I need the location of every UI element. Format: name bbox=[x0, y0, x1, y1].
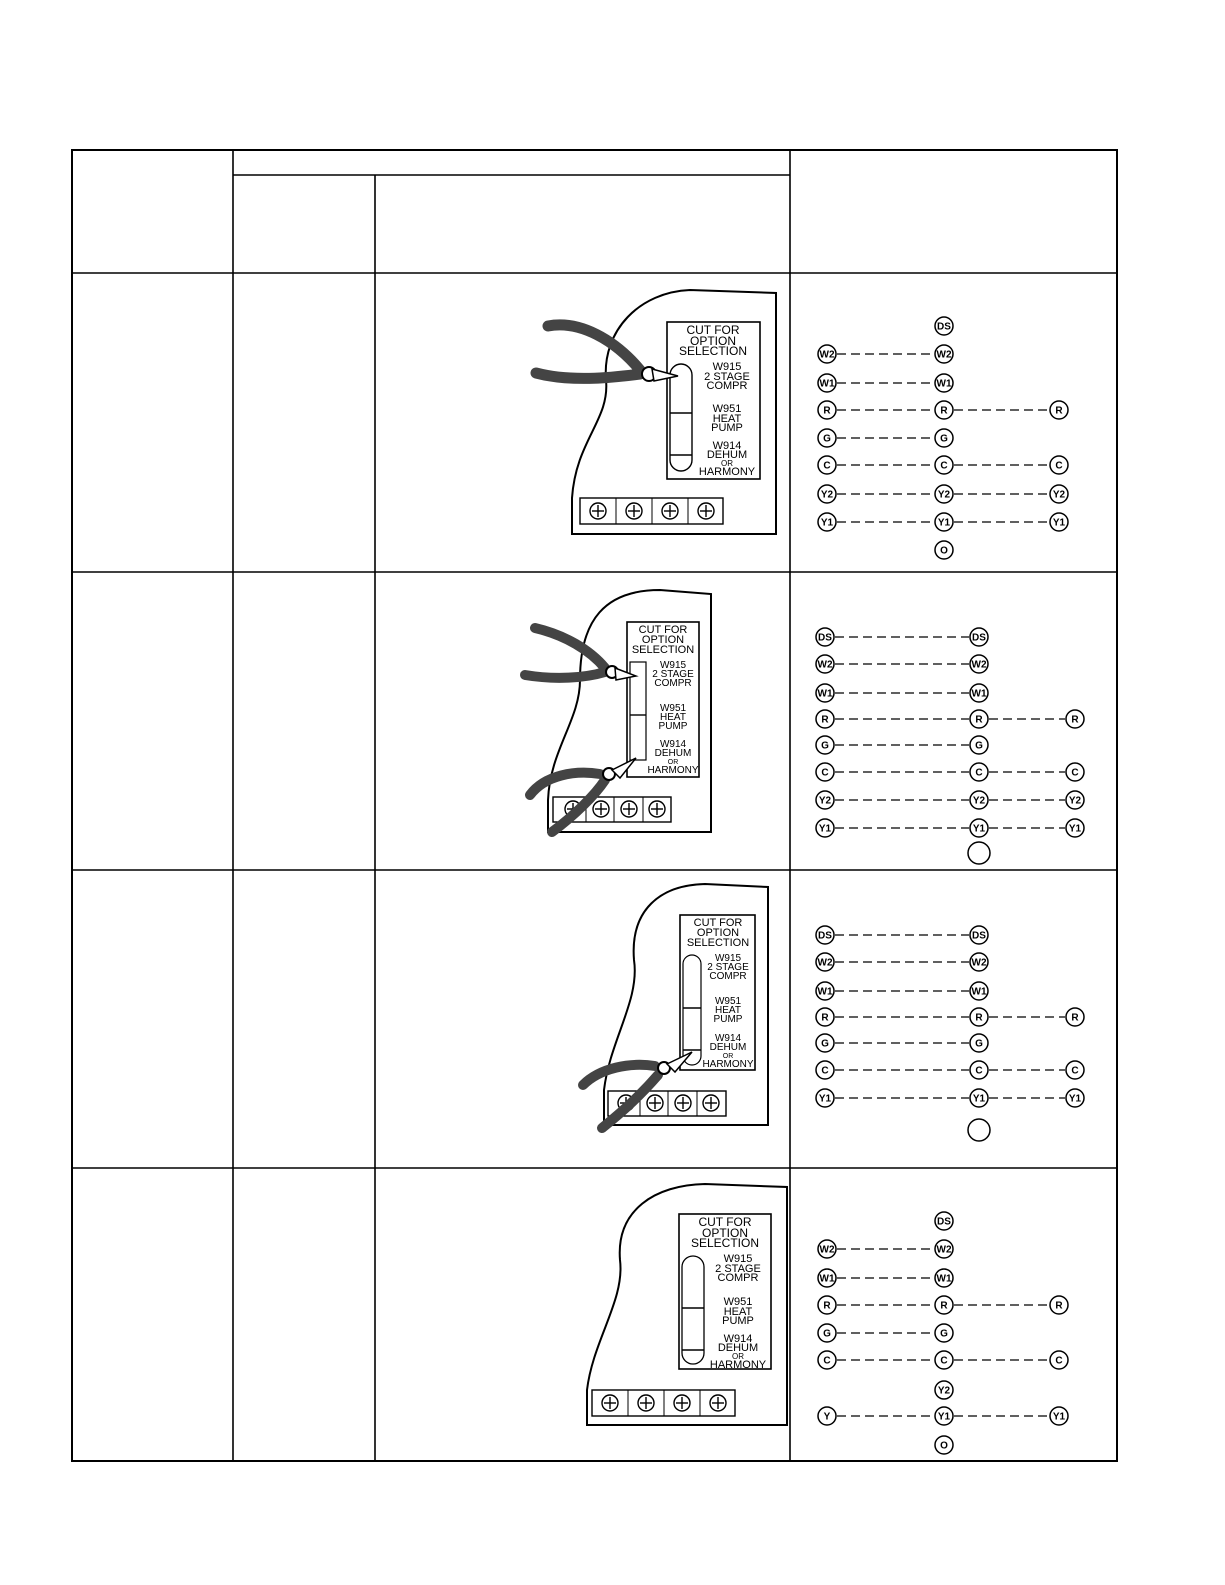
terminal-label: Y2 bbox=[937, 489, 951, 501]
board-1-title-2: OPTION bbox=[689, 334, 737, 348]
wiring-diagram-4 bbox=[818, 1212, 1068, 1454]
terminal-label: Y2 bbox=[972, 795, 986, 807]
board-4-title-1: CUT FOR bbox=[698, 1215, 752, 1229]
board-2-title-2: OPTION bbox=[641, 634, 685, 646]
board-3-j3-3: OR bbox=[722, 1053, 734, 1060]
terminal-label: C bbox=[823, 460, 831, 472]
board-3-j2-2: HEAT bbox=[715, 1005, 741, 1016]
terminal-label: Y2 bbox=[937, 1385, 951, 1397]
board-1-j1-1: W915 bbox=[712, 361, 742, 373]
terminal-label: W1 bbox=[817, 688, 833, 700]
terminal-label: G bbox=[940, 433, 948, 445]
terminal-label: R bbox=[975, 714, 983, 726]
terminal-label: W2 bbox=[971, 659, 987, 671]
board-2-j2-3: PUMP bbox=[658, 721, 688, 732]
board-3-j3-2: DEHUM bbox=[709, 1042, 747, 1053]
terminal-label: Y2 bbox=[1052, 489, 1066, 501]
terminal-label: W1 bbox=[819, 378, 835, 390]
board-1-j3-2: DEHUM bbox=[706, 449, 748, 461]
terminal-label: R bbox=[823, 405, 831, 417]
board-3-j1-2: 2 STAGE bbox=[707, 962, 749, 973]
terminal-label: O bbox=[940, 1440, 948, 1452]
terminal-label: C bbox=[1071, 767, 1079, 779]
terminal-label: Y1 bbox=[972, 1093, 986, 1105]
terminal-label: C bbox=[1055, 460, 1063, 472]
terminal-label: DS bbox=[818, 930, 832, 942]
board-4-j1-1: W915 bbox=[723, 1253, 753, 1265]
terminal-label: R bbox=[823, 1300, 831, 1312]
board-2-j3-3: OR bbox=[667, 759, 679, 766]
board-4-title-2: OPTION bbox=[701, 1226, 749, 1240]
board-3-title-1: CUT FOR bbox=[693, 917, 743, 929]
terminal-label: C bbox=[1055, 1355, 1063, 1367]
board-2-j2-2: HEAT bbox=[660, 712, 686, 723]
terminal-label: W2 bbox=[819, 349, 835, 361]
board-2-title-1: CUT FOR bbox=[638, 624, 688, 636]
terminal-label: W1 bbox=[819, 1273, 835, 1285]
terminal-label: R bbox=[1055, 1300, 1063, 1312]
board-3-j3-1: W914 bbox=[714, 1033, 742, 1044]
terminal-label: DS bbox=[818, 632, 832, 644]
board-4-j2-1: W951 bbox=[723, 1296, 753, 1308]
board-1-j3-3: OR bbox=[721, 459, 733, 468]
board-3-j1-1: W915 bbox=[714, 953, 742, 964]
terminal-label: Y1 bbox=[820, 517, 834, 529]
terminal-label: C bbox=[821, 767, 829, 779]
terminal-label: W1 bbox=[971, 688, 987, 700]
terminal-label: DS bbox=[972, 930, 986, 942]
terminal-label: R bbox=[1071, 1012, 1079, 1024]
board-4-j2-3: PUMP bbox=[722, 1315, 754, 1327]
terminal-label: C bbox=[975, 767, 983, 779]
terminal-label: O bbox=[940, 545, 948, 557]
board-1-j2-3: PUMP bbox=[711, 422, 743, 434]
terminal-label: DS bbox=[937, 1216, 951, 1228]
board-2-title-3: SELECTION bbox=[631, 644, 695, 656]
board-1-j3-1: W914 bbox=[712, 440, 742, 452]
board-3-j3-4: HARMONY bbox=[702, 1059, 754, 1070]
board-4-j3-3: OR bbox=[732, 1352, 744, 1361]
terminal-label: C bbox=[1071, 1065, 1079, 1077]
terminal-label: C bbox=[823, 1355, 831, 1367]
terminal-label: Y1 bbox=[1068, 1093, 1082, 1105]
terminal-label: G bbox=[821, 1038, 829, 1050]
board-2-j1-1: W915 bbox=[659, 660, 687, 671]
terminal-label: C bbox=[940, 1355, 948, 1367]
terminal-label: W1 bbox=[936, 1273, 952, 1285]
board-1-title-3: SELECTION bbox=[678, 344, 748, 358]
wiring-diagram-3 bbox=[816, 926, 1084, 1141]
terminal-label: R bbox=[1055, 405, 1063, 417]
terminal-label: C bbox=[821, 1065, 829, 1077]
board-4-j3-2: DEHUM bbox=[717, 1342, 759, 1354]
terminal-label: Y1 bbox=[937, 517, 951, 529]
terminal-label: C bbox=[940, 460, 948, 472]
terminal-label: W1 bbox=[817, 986, 833, 998]
terminal-label: Y1 bbox=[1052, 1411, 1066, 1423]
terminal-label: G bbox=[975, 1038, 983, 1050]
board-4-j1-2: 2 STAGE bbox=[715, 1263, 761, 1275]
board-1-title-1: CUT FOR bbox=[686, 323, 740, 337]
terminal-label: W1 bbox=[971, 986, 987, 998]
terminal-label: C bbox=[975, 1065, 983, 1077]
terminal-label: W2 bbox=[817, 659, 833, 671]
board-1-j1-2: 2 STAGE bbox=[704, 371, 750, 383]
terminal-label: Y1 bbox=[1068, 823, 1082, 835]
terminal-label: G bbox=[823, 433, 831, 445]
terminal-label: G bbox=[975, 740, 983, 752]
terminal-mid bbox=[968, 1119, 990, 1141]
terminal-label: Y1 bbox=[818, 823, 832, 835]
board-2-j1-2: 2 STAGE bbox=[652, 669, 694, 680]
terminal-label: W2 bbox=[817, 957, 833, 969]
terminal-label: DS bbox=[972, 632, 986, 644]
terminal-label: W2 bbox=[936, 349, 952, 361]
terminal-label: W2 bbox=[971, 957, 987, 969]
terminal-label: R bbox=[940, 1300, 948, 1312]
board-4-title-3: SELECTION bbox=[690, 1236, 760, 1250]
terminal-label: Y1 bbox=[1052, 517, 1066, 529]
board-3-j1-3: COMPR bbox=[709, 971, 747, 982]
terminal-label: W2 bbox=[936, 1244, 952, 1256]
board-3-title-3: SELECTION bbox=[686, 937, 750, 949]
terminal-label: R bbox=[821, 1012, 829, 1024]
terminal-label: R bbox=[821, 714, 829, 726]
terminal-label: W2 bbox=[819, 1244, 835, 1256]
terminal-label: W1 bbox=[936, 378, 952, 390]
wiring-diagram-1 bbox=[818, 317, 1068, 559]
board-1-j2-2: HEAT bbox=[712, 413, 742, 425]
board-1-j1-3: COMPR bbox=[706, 380, 748, 392]
terminal-label: Y2 bbox=[820, 489, 834, 501]
board-2-j3-1: W914 bbox=[659, 739, 687, 750]
terminal-mid bbox=[968, 842, 990, 864]
board-1-j3-4: HARMONY bbox=[698, 466, 756, 478]
terminal-label: DS bbox=[937, 321, 951, 333]
board-2-j1-3: COMPR bbox=[654, 678, 692, 689]
wiring-diagram-2 bbox=[816, 628, 1084, 864]
board-3-j2-3: PUMP bbox=[713, 1014, 743, 1025]
board-1-j2-1: W951 bbox=[712, 403, 742, 415]
board-2-j2-1: W951 bbox=[659, 703, 687, 714]
terminal-label: R bbox=[975, 1012, 983, 1024]
board-4-j1-3: COMPR bbox=[717, 1272, 759, 1284]
terminal-label: Y2 bbox=[1068, 795, 1082, 807]
board-2-j3-4: HARMONY bbox=[647, 765, 699, 776]
terminal-label: Y1 bbox=[818, 1093, 832, 1105]
terminal-label: R bbox=[940, 405, 948, 417]
terminal-label: Y bbox=[823, 1411, 831, 1423]
board-2-j3-2: DEHUM bbox=[654, 748, 692, 759]
terminal-label: G bbox=[821, 740, 829, 752]
board-4-j3-1: W914 bbox=[723, 1333, 753, 1345]
terminal-label: Y1 bbox=[972, 823, 986, 835]
terminal-label: Y1 bbox=[937, 1411, 951, 1423]
terminal-label: G bbox=[940, 1328, 948, 1340]
board-3-j2-1: W951 bbox=[714, 996, 742, 1007]
board-4-j2-2: HEAT bbox=[723, 1306, 753, 1318]
terminal-label: R bbox=[1071, 714, 1079, 726]
terminal-label: G bbox=[823, 1328, 831, 1340]
board-3-title-2: OPTION bbox=[696, 927, 740, 939]
terminal-label: Y2 bbox=[818, 795, 832, 807]
board-4-j3-4: HARMONY bbox=[709, 1359, 767, 1371]
